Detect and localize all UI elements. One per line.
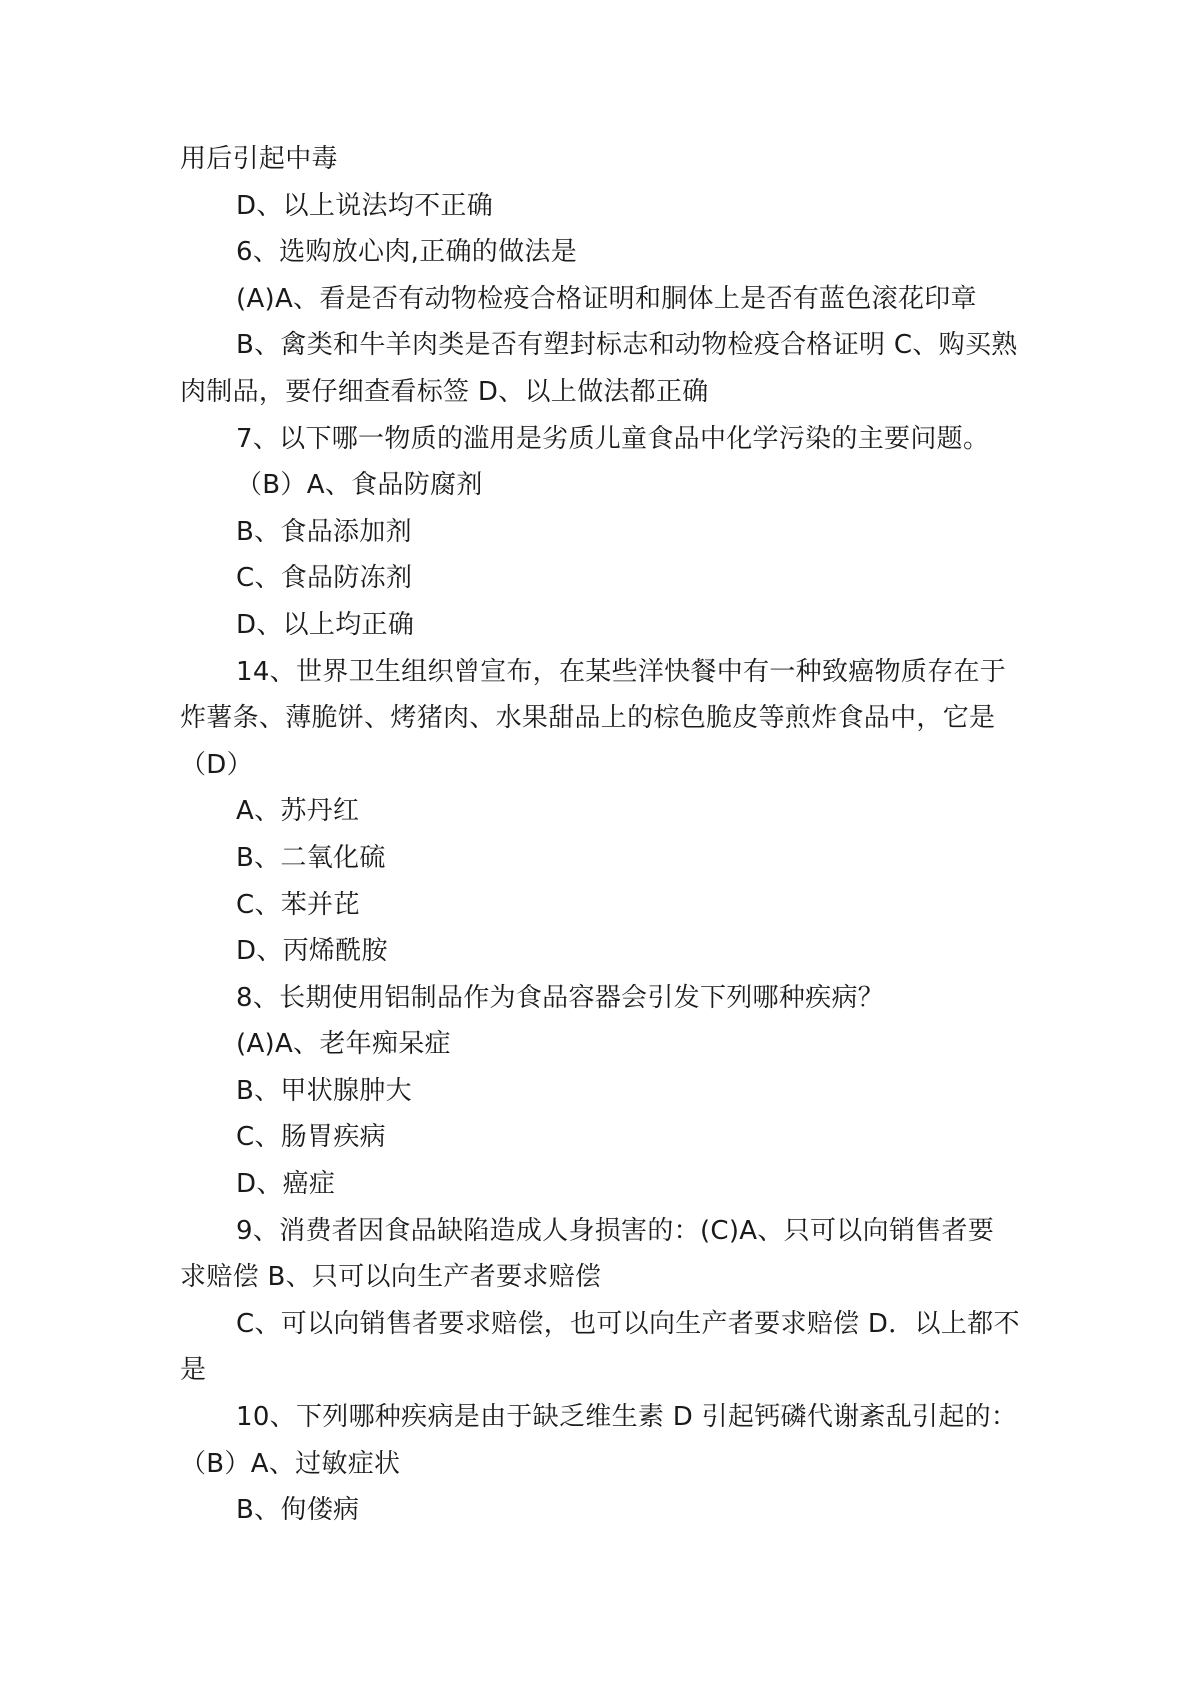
answer-option: C、可以向销售者要求赔偿，也可以向生产者要求赔偿 D．以上都不是 [180, 1308, 1020, 1386]
answer-option: (A)A、看是否有动物检疫合格证明和胴体上是否有蓝色滚花印章 [236, 283, 977, 314]
answer-option: A、苏丹红 [236, 796, 360, 827]
paragraph: 用后引起中毒 [180, 144, 338, 174]
question-heading: 8、长期使用铝制品作为食品容器会引发下列哪种疾病？ [236, 982, 885, 1013]
answer-option: C、肠胃疾病 [236, 1122, 386, 1153]
answer-option: D、以上均正确 [236, 609, 415, 640]
answer-option: C、食品防冻剂 [236, 563, 413, 594]
answer-option: (A)A、老年痴呆症 [236, 1029, 451, 1060]
answer-option: B、食品添加剂 [236, 516, 412, 547]
answer-option: B、甲状腺肿大 [236, 1075, 412, 1106]
document-body [180, 136, 1020, 1534]
answer-option: D、丙烯酰胺 [236, 936, 388, 967]
paragraph: D、以上说法均不正确 [236, 190, 494, 221]
answer-option: B、二氧化硫 [236, 842, 386, 873]
question-heading: 14、世界卫生组织曾宣布，在某些洋快餐中有一种致癌物质存在于炸薯条、薄脆饼、烤猪肉、水果甜品上的棕色脆皮等煎炸食品中，它是（D） [180, 656, 1007, 780]
question-heading: 9、消费者因食品缺陷造成人身损害的：(C)A、只可以向销售者要求赔偿 B、只可以向生产者要求赔偿 [180, 1215, 995, 1293]
answer-option: D、癌症 [236, 1169, 336, 1200]
question-heading: 10、下列哪种疾病是由于缺乏维生素 D 引起钙磷代谢紊乱引起的：（B）A、过敏症状 [180, 1402, 1018, 1479]
answer-option: B、禽类和牛羊肉类是否有塑封标志和动物检疫合格证明 C、购买熟肉制品，要仔细查看标签 D、以上做法都正确 [180, 330, 1018, 407]
answer-option: C、苯并芘 [236, 889, 360, 920]
question-heading: 6、选购放心肉,正确的做法是 [236, 237, 578, 268]
answer-option: B、佝偻病 [236, 1495, 360, 1526]
question-heading: 7、以下哪一物质的滥用是劣质儿童食品中化学污染的主要问题。 [236, 423, 990, 454]
answer-option: （B）A、食品防腐剂 [236, 470, 483, 501]
